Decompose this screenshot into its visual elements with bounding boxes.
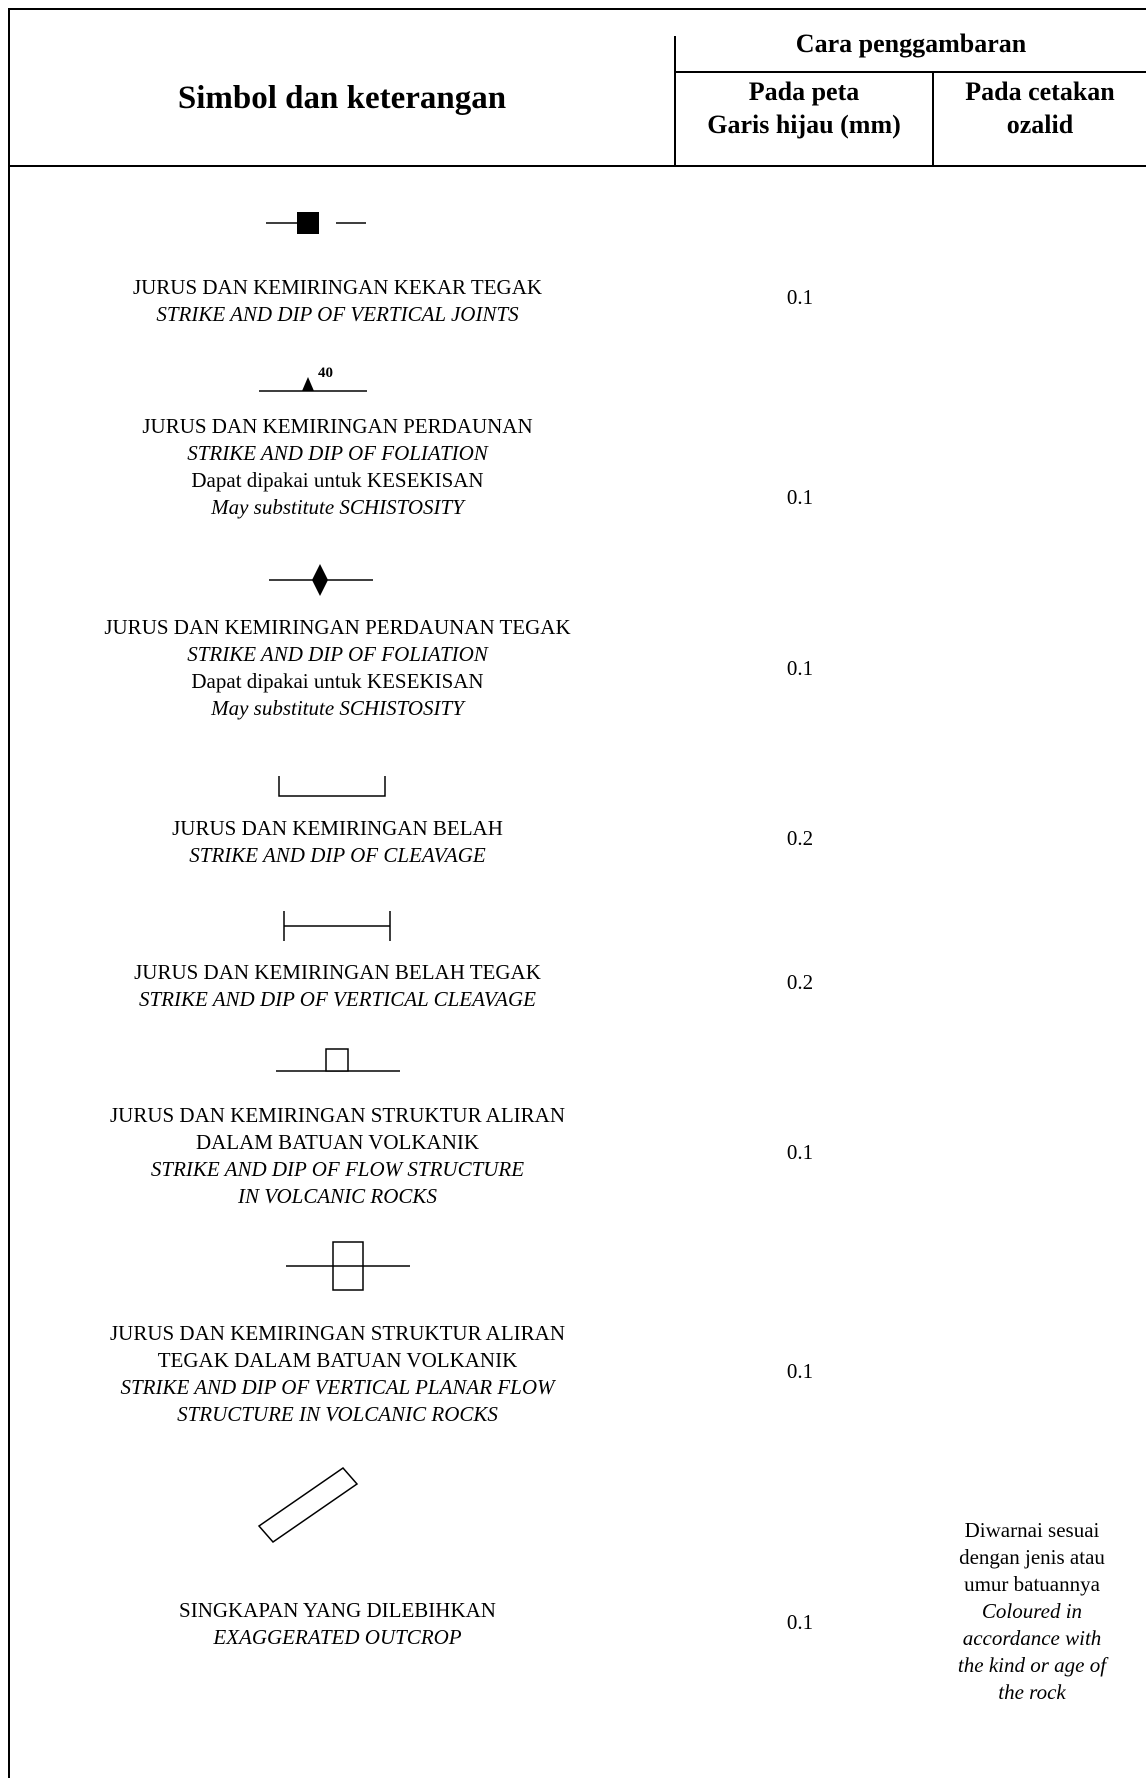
column-group-header: Cara penggambaran: [795, 29, 1027, 58]
row-6-description: [10, 1102, 665, 1210]
row-6-line-width: 0.1: [786, 1140, 814, 1164]
row-8-line-width: 0.1: [786, 1610, 814, 1634]
row-5-title-id: JURUS DAN KEMIRINGAN BELAH TEGAK: [134, 960, 541, 984]
vertical-flow-structure-strike-dip-icon: [282, 1238, 414, 1294]
row-6-title-id-2: DALAM BATUAN VOLKANIK: [195, 1130, 480, 1154]
column-header-map-line1: Pada peta: [748, 77, 860, 106]
row-7-title-en-2: STRUCTURE IN VOLCANIC ROCKS: [177, 1402, 498, 1426]
column-header-map-line2: Garis hijau (mm): [707, 109, 901, 139]
vertical-joint-strike-dip-icon: [260, 210, 370, 236]
ozalid-note-en-1: Coloured in: [981, 1599, 1083, 1623]
row-1-title-id: JURUS DAN KEMIRINGAN KEKAR TEGAK: [132, 275, 543, 299]
header-bottom-divider: [8, 165, 1146, 167]
row-7-title-id: JURUS DAN KEMIRINGAN STRUKTUR ALIRAN: [109, 1321, 566, 1345]
row-2-line-width: 0.1: [786, 485, 814, 509]
row-2-title-id: JURUS DAN KEMIRINGAN PERDAUNAN: [142, 414, 533, 438]
row-2-description: [10, 413, 665, 521]
row-3-title-en: STRIKE AND DIP OF FOLIATION: [187, 642, 488, 666]
row-5-title-en: STRIKE AND DIP OF VERTICAL CLEAVAGE: [139, 987, 536, 1011]
row-1-line-width: 0.1: [786, 285, 814, 309]
ozalid-note-id-2: dengan jenis atau: [959, 1545, 1105, 1569]
row-2-note-id: Dapat dipakai untuk KESEKISAN: [191, 468, 484, 492]
ozalid-note-en-4: the rock: [998, 1680, 1066, 1704]
row-4-title-en: STRIKE AND DIP OF CLEAVAGE: [189, 843, 486, 867]
column-header-ozalid: [934, 76, 1146, 141]
ozalid-note-en-2: accordance with: [962, 1626, 1102, 1650]
foliation-strike-dip-icon: [255, 360, 375, 396]
row-7-description: [10, 1320, 665, 1428]
row-5-description: [10, 959, 665, 1013]
vertical-cleavage-strike-dip-icon: [280, 908, 395, 944]
row-3-description: [10, 614, 665, 722]
row-7-title-id-2: TEGAK DALAM BATUAN VOLKANIK: [157, 1348, 518, 1372]
column-header-ozalid-line1: Pada cetakan: [965, 77, 1115, 106]
row-6-title-en: STRIKE AND DIP OF FLOW STRUCTURE: [150, 1157, 525, 1181]
row-4-description: [10, 815, 665, 869]
row-6-title-id: JURUS DAN KEMIRINGAN STRUKTUR ALIRAN: [109, 1103, 566, 1127]
cleavage-strike-dip-icon: [275, 772, 390, 802]
ozalid-note-en-3: the kind or age of: [957, 1653, 1107, 1677]
row-4-line-width: 0.2: [786, 826, 814, 850]
ozalid-note-id-3: umur batuannya: [964, 1572, 1100, 1596]
row-8-description: [10, 1597, 665, 1651]
row-6-title-en-2: IN VOLCANIC ROCKS: [238, 1184, 437, 1208]
column-header-map: [676, 76, 932, 141]
column-header-ozalid-line2: ozalid: [1006, 109, 1074, 139]
row-3-note-en: May substitute SCHISTOSITY: [211, 696, 464, 720]
flow-structure-strike-dip-icon: [272, 1045, 404, 1075]
row-8-ozalid-note: [932, 1517, 1132, 1706]
row-7-title-en: STRIKE AND DIP OF VERTICAL PLANAR FLOW: [120, 1375, 555, 1399]
row-3-line-width: 0.1: [786, 656, 814, 680]
row-3-title-id: JURUS DAN KEMIRINGAN PERDAUNAN TEGAK: [104, 615, 571, 639]
row-1-description: [10, 274, 665, 328]
exaggerated-outcrop-icon: [255, 1464, 365, 1548]
row-1-title-en: STRIKE AND DIP OF VERTICAL JOINTS: [156, 302, 519, 326]
dip-angle-label: 40: [318, 365, 333, 381]
row-2-note-en: May substitute SCHISTOSITY: [211, 495, 464, 519]
group-header-divider: [674, 71, 1146, 73]
row-5-line-width: 0.2: [786, 970, 814, 994]
ozalid-note-id-1: Diwarnai sesuai: [964, 1518, 1100, 1542]
vertical-foliation-strike-dip-icon: [265, 562, 377, 598]
row-8-title-id: SINGKAPAN YANG DILEBIHKAN: [179, 1598, 496, 1622]
row-7-line-width: 0.1: [786, 1359, 814, 1383]
row-4-title-id: JURUS DAN KEMIRINGAN BELAH: [172, 816, 503, 840]
column-header-symbol: Simbol dan keterangan: [177, 80, 507, 116]
row-8-title-en: EXAGGERATED OUTCROP: [213, 1625, 462, 1649]
row-2-title-en: STRIKE AND DIP OF FOLIATION: [187, 441, 488, 465]
row-3-note-id: Dapat dipakai untuk KESEKISAN: [191, 669, 484, 693]
